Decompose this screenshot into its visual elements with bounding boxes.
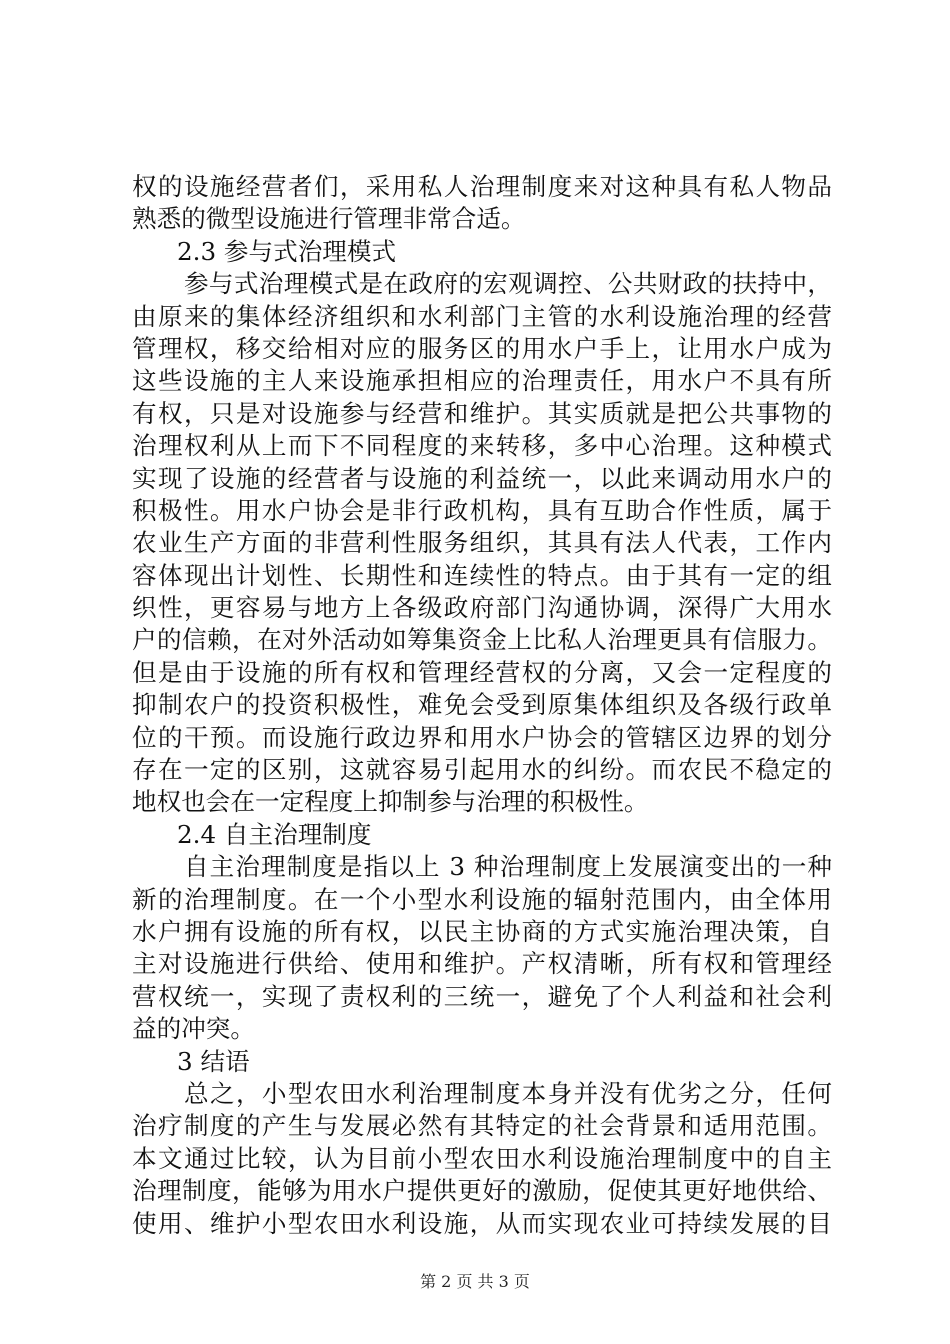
text-line: 权的设施经营者们，采用私人治理制度来对这种具有私人物品 bbox=[132, 172, 832, 201]
text-line: 本文通过比较，认为目前小型农田水利设施治理制度中的自主 bbox=[132, 1143, 832, 1173]
text-line: 参与式治理模式是在政府的宏观调控、公共财政的扶持中， bbox=[184, 269, 832, 299]
text-line: 容体现出计划性、长期性和连续性的特点。由于其有一定的组 bbox=[132, 560, 832, 590]
text-line: 管理权，移交给相对应的服务区的用水户手上，让用水户成为 bbox=[132, 333, 832, 363]
text-line: 益的冲突。 bbox=[132, 1014, 255, 1044]
text-line: 抑制农户的投资积极性，难免会受到原集体组织及各级行政单 bbox=[132, 690, 832, 720]
text-line: 织性，更容易与地方上各级政府部门沟通协调，深得广大用水 bbox=[132, 593, 832, 623]
section-heading: 2.4 自主治理制度 bbox=[177, 819, 372, 849]
text-line: 位的干预。而设施行政边界和用水户协会的管辖区边界的划分 bbox=[132, 722, 832, 752]
text-line: 这些设施的主人来设施承担相应的治理责任，用水户不具有所 bbox=[132, 366, 832, 396]
text-line: 总之，小型农田水利治理制度本身并没有优劣之分，任何 bbox=[184, 1078, 832, 1108]
text-line: 农业生产方面的非营利性服务组织，其具有法人代表，工作内 bbox=[132, 528, 832, 558]
page-footer: 第 2 页 共 3 页 bbox=[420, 1272, 530, 1291]
text-line: 户的信赖，在对外活动如筹集资金上比私人治理更具有信服力。 bbox=[132, 625, 832, 655]
section-heading: 2.3 参与式治理模式 bbox=[177, 236, 397, 266]
text-line: 新的治理制度。在一个小型水利设施的辐射范围内，由全体用 bbox=[132, 884, 832, 914]
text-line: 使用、维护小型农田水利设施，从而实现农业可持续发展的目 bbox=[132, 1208, 832, 1238]
text-line: 实现了设施的经营者与设施的利益统一，以此来调动用水户的 bbox=[132, 463, 832, 493]
text-line: 地权也会在一定程度上抑制参与治理的积极性。 bbox=[132, 787, 649, 817]
text-line: 治疗制度的产生与发展必然有其特定的社会背景和适用范围。 bbox=[132, 1111, 832, 1141]
text-line: 营权统一，实现了责权利的三统一，避免了个人利益和社会利 bbox=[132, 981, 832, 1011]
text-line: 由原来的集体经济组织和水利部门主管的水利设施治理的经营 bbox=[132, 301, 832, 331]
text-line: 积极性。用水户协会是非行政机构，具有互助合作性质，属于 bbox=[132, 495, 832, 525]
text-line: 存在一定的区别，这就容易引起用水的纠纷。而农民不稳定的 bbox=[132, 755, 832, 785]
text-line: 主对设施进行供给、使用和维护。产权清晰，所有权和管理经 bbox=[132, 949, 832, 979]
text-line: 自主治理制度是指以上 3 种治理制度上发展演变出的一种 bbox=[184, 852, 832, 882]
document-body bbox=[132, 171, 832, 1240]
text-line: 水户拥有设施的所有权，以民主协商的方式实施治理决策，自 bbox=[132, 916, 832, 946]
text-line: 熟悉的微型设施进行管理非常合适。 bbox=[132, 204, 526, 234]
text-line: 治理权利从上而下不同程度的来转移，多中心治理。这种模式 bbox=[132, 431, 832, 461]
text-line: 但是由于设施的所有权和管理经营权的分离，又会一定程度的 bbox=[132, 657, 832, 687]
section-heading: 3 结语 bbox=[177, 1046, 250, 1076]
text-line: 有权，只是对设施参与经营和维护。其实质就是把公共事物的 bbox=[132, 398, 832, 428]
text-line: 治理制度，能够为用水户提供更好的激励，促使其更好地供给、 bbox=[132, 1176, 832, 1206]
